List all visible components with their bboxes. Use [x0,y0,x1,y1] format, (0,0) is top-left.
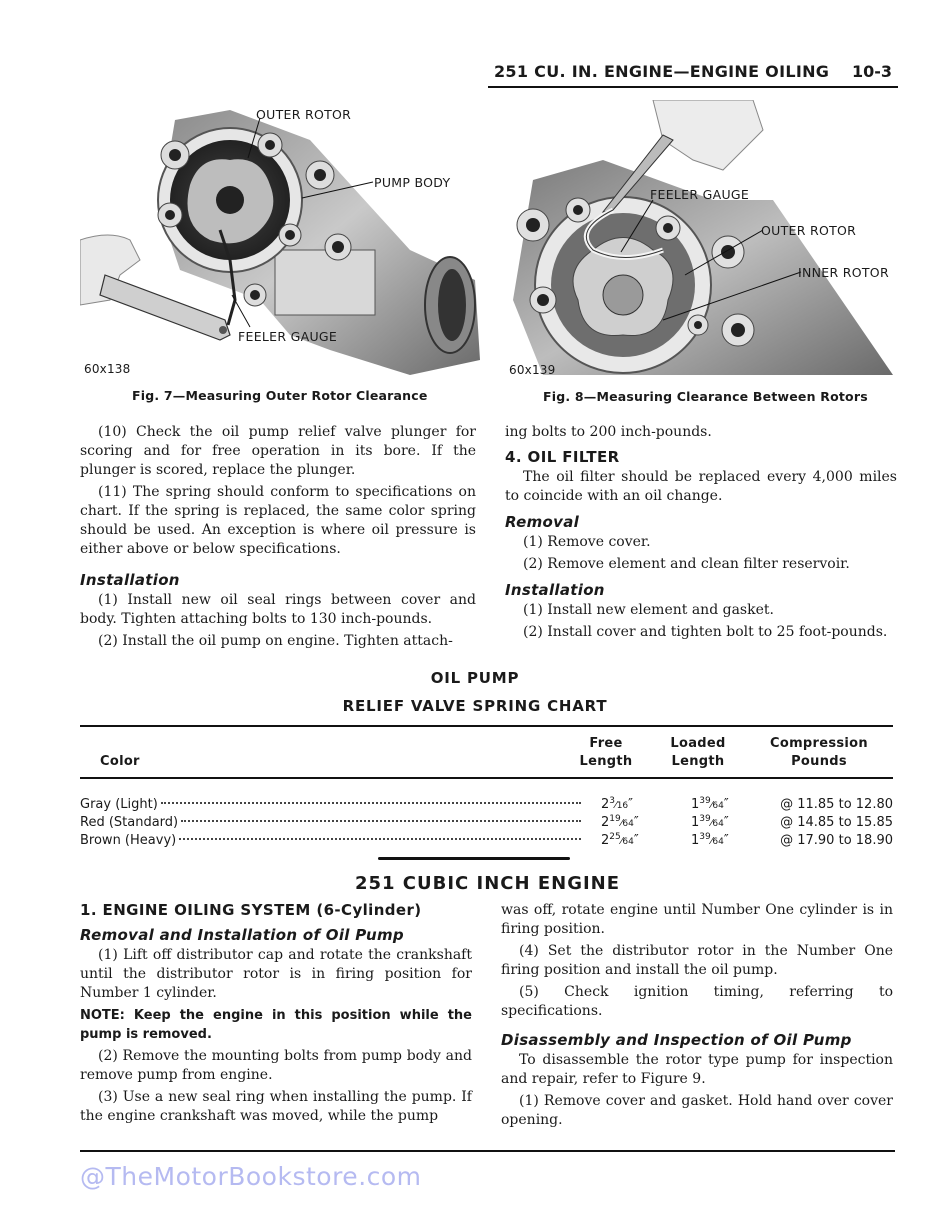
inch-mark: ″ [723,797,729,812]
upper-right-column [505,423,897,645]
step-5: (5) Check ignition timing, referring to specifications. [501,984,893,1019]
callout-feeler-gauge: FEELER GAUGE [238,329,338,344]
disassembly-step-1: (1) Remove cover and gasket. Hold hand over cover opening. [501,1093,893,1128]
fraction-denominator: 64 [712,819,724,829]
header-line: Length [579,754,633,769]
fraction-whole: 1 [691,797,700,812]
table-row [80,790,893,812]
fraction-denominator: 64 [712,801,724,811]
cell-color: Gray (Light) [80,797,158,812]
dot-leader [161,790,587,808]
figure-7 [80,100,490,405]
inch-mark: ″ [633,815,639,830]
header-line: Pounds [791,754,847,769]
upper-left-column [80,423,476,654]
fraction-numerator: 39 [699,814,711,824]
inch-mark: ″ [723,833,729,848]
figure-8 [505,100,900,405]
engine-oiling-system-heading: 1. ENGINE OILING SYSTEM (6-Cylinder) [80,901,422,919]
fraction-slash: ⁄ [710,818,713,829]
dot-leader [179,826,587,844]
fraction-numerator: 39 [699,832,711,842]
fraction-slash: ⁄ [710,836,713,847]
lower-right-column [501,901,893,1133]
cell-compression: @ 17.90 to 18.90 [780,833,893,848]
page-number: 10-3 [851,62,892,81]
fraction-numerator: 39 [699,796,711,806]
dot-leader [181,808,587,826]
fraction-whole: 2 [601,833,610,848]
step-3: (3) Use a new seal ring when installing the pump. If the engine crankshaft was moved, while the pump [80,1089,472,1124]
figure-8-photo [513,100,898,380]
fraction-whole: 2 [601,815,610,830]
fraction-whole: 2 [601,797,610,812]
chart-title-relief-valve: RELIEF VALVE SPRING CHART [342,697,608,715]
chart-top-rule [80,725,893,727]
cell-color: Red (Standard) [80,815,179,830]
step-2: (2) Remove the mounting bolts from pump body and remove pump from engine. [80,1048,472,1083]
installation-step-1: (1) Install new element and gasket. [523,602,774,618]
callout-feeler-gauge: FEELER GAUGE [650,187,750,202]
fraction-denominator: 64 [712,837,724,847]
install-step-2-continued: ing bolts to 200 inch-pounds. [505,424,712,440]
header-rule [488,86,898,88]
header-line: Compression [770,736,868,751]
column-header-color: Color [100,754,140,769]
callout-outer-rotor: OUTER ROTOR [761,223,857,238]
footer-rule [80,1150,895,1152]
section-title: 251 CUBIC INCH ENGINE [354,873,621,894]
oil-filter-heading: 4. OIL FILTER [505,448,620,466]
installation-step-2: (2) Install cover and tighten bolt to 25 foot-pounds. [523,624,888,640]
table-row [80,808,893,830]
fraction-slash: ⁄ [710,800,713,811]
callout-outer-rotor: OUTER ROTOR [256,107,352,122]
running-header [488,62,898,86]
step-3-continued: was off, rotate engine until Number One cylinder is in firing position. [501,902,893,937]
removal-step-2: (2) Remove element and clean filter reservoir. [523,556,850,572]
fraction-numerator: 25 [609,832,621,842]
inch-mark: ″ [723,815,729,830]
figure-code: 60x139 [509,363,556,377]
chart-header-rule [80,777,893,779]
cell-free-length [587,832,681,851]
inch-mark: ″ [628,797,633,812]
disassembly-intro: To disassemble the rotor type pump for inspection and repair, refer to Figure 9. [501,1052,893,1087]
removal-installation-heading: Removal and Installation of Oil Pump [80,926,404,944]
paragraph-11: (11) The spring should conform to specifications on chart. If the spring is replaced, the same color spring should be used. An exception is where oil pressure is either above or below specifications. [80,484,476,557]
fraction-slash: ⁄ [615,800,617,811]
figure-caption: Fig. 8—Measuring Clearance Between Rotors [543,389,868,404]
header-line: Loaded [670,736,726,751]
inch-mark: ″ [633,833,639,848]
cell-compression: @ 11.85 to 12.80 [780,797,893,812]
fraction-whole: 1 [691,833,700,848]
fraction-value [691,833,729,848]
step-4: (4) Set the distributor rotor in the Number One firing position and install the oil pump. [501,943,893,978]
install-step-2: (2) Install the oil pump on engine. Tighten attach- [98,633,453,649]
fraction-slash: ⁄ [620,818,623,829]
lower-left-column [80,899,472,1129]
fraction-denominator: 16 [616,801,629,811]
cell-compression: @ 14.85 to 15.85 [780,815,893,830]
column-header-compression [762,735,876,771]
column-header-free-length [572,735,640,771]
paragraph-10: (10) Check the oil pump relief valve plunger for scoring and for free operation in its bore. If the plunger is scored, replace the plunger. [80,424,476,478]
fraction-numerator: 19 [609,814,621,824]
cell-color: Brown (Heavy) [80,833,177,848]
removal-heading: Removal [505,513,580,531]
chart-title-oil-pump: OIL PUMP [430,669,520,687]
header-line: Free [589,736,623,751]
installation-heading: Installation [505,581,605,599]
cell-loaded-length [681,832,773,851]
figure-caption: Fig. 7—Measuring Outer Rotor Clearance [132,388,428,403]
header-line: Length [671,754,725,769]
watermark: @TheMotorBookstore.com [80,1162,422,1191]
figure-code: 60x138 [84,362,131,376]
removal-step-1: (1) Remove cover. [523,534,651,550]
installation-heading: Installation [80,571,180,589]
fraction-slash: ⁄ [620,836,623,847]
running-title: 251 CU. IN. ENGINE—ENGINE OILING [494,62,830,81]
install-step-1: (1) Install new oil seal rings between cover and body. Tighten attaching bolts to 130 inch-pounds. [80,592,476,627]
oil-filter-text: The oil filter should be replaced every 4,000 miles to coincide with an oil change. [505,469,897,504]
fraction-whole: 1 [691,815,700,830]
callout-pump-body: PUMP BODY [374,175,451,190]
table-row [80,826,893,848]
section-divider [378,857,570,860]
fraction-value [601,833,639,848]
fraction-denominator: 64 [622,837,634,847]
column-header-loaded-length [662,735,734,771]
disassembly-heading: Disassembly and Inspection of Oil Pump [501,1031,852,1049]
fraction-denominator: 64 [622,819,634,829]
fraction-numerator: 3 [609,796,616,806]
callout-inner-rotor: INNER ROTOR [798,265,889,280]
step-1: (1) Lift off distributor cap and rotate the crankshaft until the distributor rotor is in firing position for Number 1 cylinder. [80,947,472,1001]
note: NOTE: Keep the engine in this position while the pump is removed. [80,1008,472,1042]
